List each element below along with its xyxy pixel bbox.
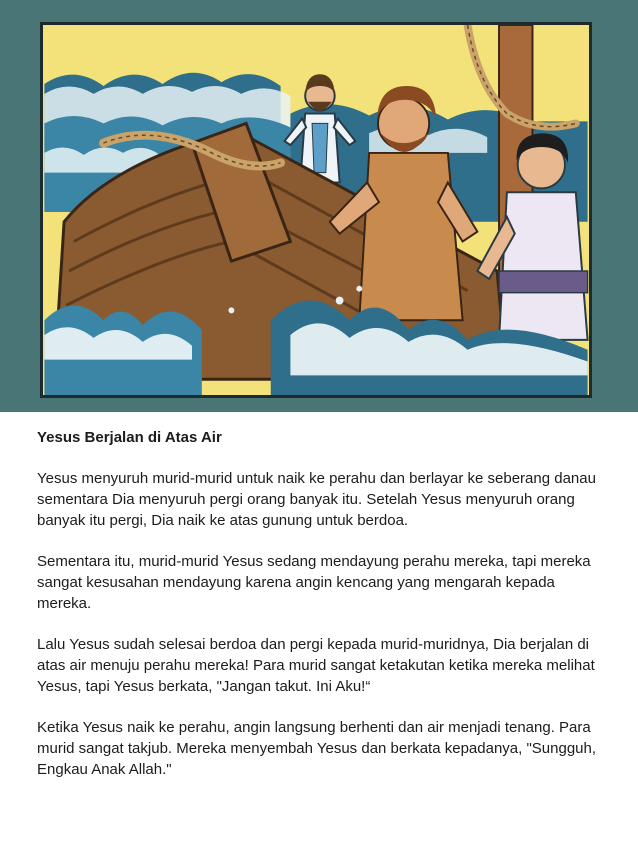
story-paragraph-4: Ketika Yesus naik ke perahu, angin langsung berhenti dan air menjadi tenang. Para murid sangat takjub. Mereka menyembah Yesus dan berkata kepadanya, "Sungguh, Engkau Anak Allah." (37, 719, 597, 778)
illustration-jesus-walking-on-water (40, 22, 592, 398)
story-paragraph-2: Sementara itu, murid-murid Yesus sedang mendayung perahu mereka, tapi mereka sangat kesusahan mendayung karena angin kencang yang mengarah kepada mereka. (37, 553, 591, 612)
story-text (37, 428, 607, 800)
spray-drop (356, 286, 362, 292)
spray-drop (336, 297, 344, 305)
story-title: Yesus Berjalan di Atas Air (37, 429, 222, 446)
illustration-art (43, 25, 589, 395)
story-paragraph-1: Yesus menyuruh murid-murid untuk naik ke perahu dan berlayar ke seberang danau sementara Dia menyuruh pergi orang banyak itu. Setelah Yesus menyuruh orang banyak itu pergi, Dia naik ke atas gunung untuk berdoa. (37, 470, 596, 529)
story-paragraph-3: Lalu Yesus sudah selesai berdoa dan pergi kepada murid-muridnya, Dia berjalan di atas air menuju perahu mereka! Para murid sangat ketakutan ketika mereka melihat Yesus, tapi Yesus berkata, "Jangan takut. Ini Aku!“ (37, 636, 595, 695)
spray-drop (228, 307, 234, 313)
illustration-banner (0, 0, 638, 412)
